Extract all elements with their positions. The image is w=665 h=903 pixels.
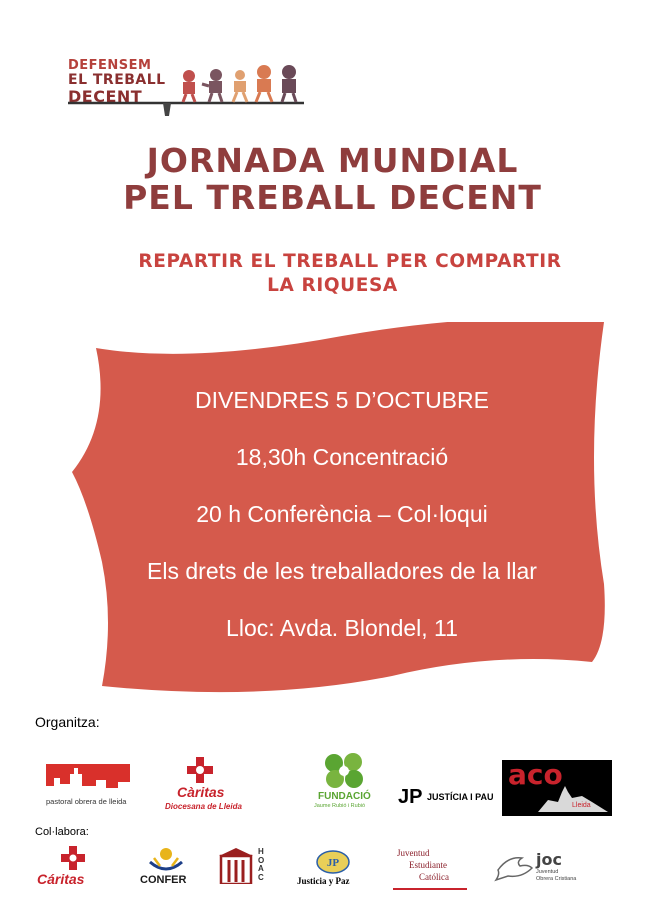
joc-line-2: Obrera Cristiana [536, 876, 577, 882]
caritas-cross-small-icon [61, 846, 85, 870]
jec-line-3: Católica [419, 872, 449, 882]
event-rally-time: 18,30h Concentració [235, 444, 449, 470]
jec-logo [393, 846, 467, 890]
hoac-name: HOAC [258, 847, 265, 882]
fundacio-logo [314, 752, 374, 814]
justicia-name: JUSTÍCIA I PAU [427, 792, 494, 802]
page-title [0, 142, 665, 216]
event-venue: Lloc: Avda. Blondel, 11 [226, 615, 458, 641]
organizers-label: Organitza: [35, 714, 100, 730]
seesaw-figures-icon [68, 58, 308, 120]
justicia-y-paz-logo [297, 850, 373, 890]
confer-name: CONFER [140, 874, 187, 886]
justicia-i-pau-logo [398, 786, 498, 812]
joc-name: joc [536, 850, 562, 869]
justicia-mark: JP [398, 786, 423, 808]
confer-logo [140, 846, 194, 888]
event-date: DIVENDRES 5 D’OCTUBRE [195, 387, 489, 413]
hoac-building-icon [219, 846, 253, 884]
joc-line-1: Juventud [536, 869, 559, 875]
confer-icon [148, 846, 184, 872]
caritas-cross-icon [187, 757, 213, 783]
caritas-diocesana-name: Càritas [177, 784, 225, 800]
event-topic: Els drets de les treballadores de la llar [147, 558, 537, 584]
campaign-logo-line-1: DEFENSEM [68, 58, 152, 73]
caritas-diocesana-logo [165, 757, 242, 813]
subtitle [0, 250, 665, 298]
joc-logo [494, 850, 586, 886]
collaborators-label: Col·labora: [35, 826, 89, 838]
pastoral-obrera-caption: pastoral obrera de lleida [46, 797, 127, 806]
caritas-logo [37, 846, 113, 886]
title-line-1: JORNADA MUNDIAL [146, 141, 519, 180]
aco-name: aco [508, 758, 563, 791]
aco-lleida-logo [502, 760, 612, 816]
campaign-logo-line-2: EL TREBALL [68, 72, 166, 88]
hoac-logo [219, 846, 273, 886]
aco-city: Lleida [572, 802, 591, 809]
justicia-y-paz-name: Justicia y Paz [297, 876, 350, 886]
caritas-diocesana-sub: Diocesana de Lleida [165, 802, 242, 811]
title-line-2: PEL TREBALL DECENT [123, 178, 542, 217]
dove-icon [494, 850, 534, 882]
fundacio-sub: Jaume Rubió i Rubió [314, 803, 366, 809]
event-conference-time: 20 h Conferència – Col·loqui [196, 501, 488, 527]
hands-icon [321, 752, 367, 790]
fundacio-name: FUNDACIÓ [318, 791, 371, 802]
jec-line-1: Juventud [397, 848, 430, 858]
lleida-skyline-icon [46, 764, 130, 796]
event-details [82, 374, 602, 659]
justicia-y-paz-icon [316, 850, 350, 874]
svg-text:JP: JP [326, 857, 340, 869]
campaign-logo-line-3: DECENT [68, 87, 143, 106]
jec-line-2: Estudiante [409, 860, 447, 870]
campaign-logo [68, 58, 308, 118]
subtitle-line-2: LA RIQUESA [267, 275, 398, 296]
subtitle-line-1: REPARTIR EL TREBALL PER COMPARTIR [138, 251, 562, 272]
pastoral-obrera-logo [46, 764, 130, 808]
caritas-name: Cáritas [37, 871, 85, 887]
